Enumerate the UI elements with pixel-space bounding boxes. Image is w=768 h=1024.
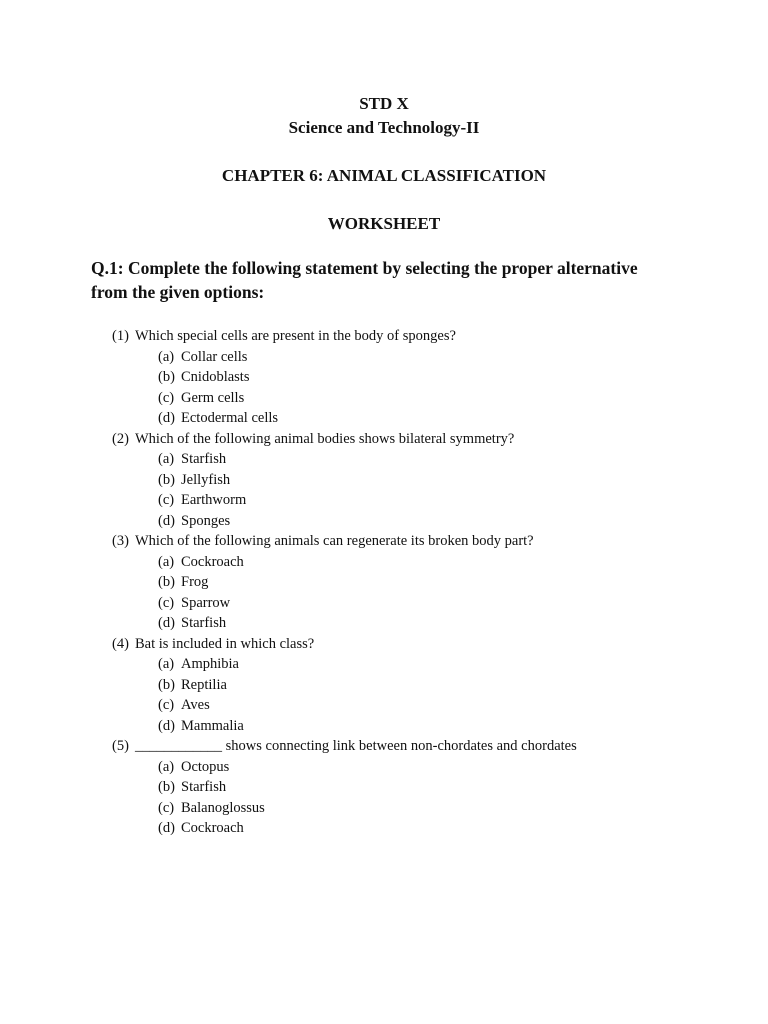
- question-1: [112, 326, 732, 429]
- question-number: (2): [112, 430, 129, 447]
- option-b: [112, 470, 732, 491]
- option-letter: (c): [158, 594, 175, 611]
- subject-title: Science and Technology-II: [288, 118, 480, 137]
- option-list: [112, 347, 732, 429]
- worksheet-title: WORKSHEET: [327, 214, 441, 233]
- question-number: (5): [112, 738, 129, 754]
- question-prompt: Which of the following animals can regenerate its broken body part?: [135, 533, 534, 549]
- option-letter: (a): [158, 553, 175, 570]
- option-letter: (d): [158, 615, 175, 631]
- option-a: [112, 347, 732, 368]
- question-2: [112, 429, 732, 532]
- question-text: [112, 634, 732, 655]
- option-d: [112, 511, 732, 532]
- question-3: [112, 531, 732, 634]
- option-c: [112, 593, 732, 614]
- question-5: [112, 736, 732, 839]
- question-number: (3): [112, 533, 129, 549]
- option-a: [112, 757, 732, 778]
- option-text: Octopus: [181, 758, 230, 775]
- chapter-title: CHAPTER 6: ANIMAL CLASSIFICATION: [221, 166, 547, 185]
- option-letter: (c): [158, 697, 175, 713]
- question-text: [112, 429, 732, 450]
- option-text: Ectodermal cells: [181, 410, 279, 426]
- question-list: [112, 326, 732, 839]
- option-d: [112, 716, 732, 737]
- option-a: [112, 552, 732, 573]
- option-d: [112, 613, 732, 634]
- question-prompt: Which of the following animal bodies shows bilateral symmetry?: [135, 430, 515, 447]
- section-heading: [91, 256, 691, 304]
- option-letter: (c): [158, 389, 175, 406]
- option-letter: (d): [158, 410, 175, 426]
- option-list: [112, 654, 732, 736]
- option-list: [112, 449, 732, 531]
- option-c: [112, 695, 732, 716]
- option-letter: (b): [158, 369, 175, 385]
- option-text: Starfish: [181, 451, 227, 467]
- option-text: Reptilia: [181, 676, 227, 693]
- option-letter: (c): [158, 492, 175, 508]
- option-b: [112, 675, 732, 696]
- question-4: [112, 634, 732, 737]
- option-text: Jellyfish: [181, 471, 231, 488]
- option-letter: (b): [158, 471, 175, 488]
- question-number: (4): [112, 635, 129, 652]
- option-text: Sponges: [181, 512, 231, 529]
- option-b: [112, 367, 732, 388]
- option-letter: (c): [158, 799, 175, 816]
- option-text: Germ cells: [181, 389, 245, 406]
- option-text: Cockroach: [181, 820, 244, 836]
- option-letter: (a): [158, 451, 175, 467]
- section-heading-line-1: Q.1: Complete the following statement by selecting the proper alternative: [91, 258, 638, 278]
- option-a: [112, 449, 732, 470]
- question-prompt: Bat is included in which class?: [135, 635, 315, 652]
- option-text: Mammalia: [181, 717, 244, 734]
- option-c: [112, 388, 732, 409]
- option-letter: (d): [158, 512, 175, 529]
- option-text: Earthworm: [181, 492, 247, 508]
- option-text: Frog: [181, 574, 209, 590]
- option-letter: (d): [158, 717, 175, 734]
- question-text: [112, 531, 732, 552]
- option-list: [112, 552, 732, 634]
- option-letter: (a): [158, 758, 175, 775]
- option-b: [112, 572, 732, 593]
- option-letter: (a): [158, 656, 175, 672]
- option-a: [112, 654, 732, 675]
- option-text: Sparrow: [181, 594, 231, 611]
- option-letter: (a): [158, 348, 175, 365]
- question-prompt: ____________ shows connecting link between non-chordates and chordates: [135, 738, 577, 754]
- option-text: Cockroach: [181, 553, 244, 570]
- option-d: [112, 818, 732, 839]
- question-number: (1): [112, 328, 129, 344]
- class-title: STD X: [359, 94, 409, 113]
- option-text: Starfish: [181, 779, 227, 795]
- option-text: Collar cells: [181, 348, 248, 365]
- option-letter: (b): [158, 574, 175, 590]
- option-d: [112, 408, 732, 429]
- option-text: Balanoglossus: [181, 799, 265, 816]
- option-c: [112, 798, 732, 819]
- option-letter: (b): [158, 676, 175, 693]
- question-text: [112, 326, 732, 347]
- option-letter: (d): [158, 820, 175, 836]
- question-prompt: Which special cells are present in the body of sponges?: [135, 328, 456, 344]
- option-text: Cnidoblasts: [181, 369, 250, 385]
- option-letter: (b): [158, 779, 175, 795]
- option-b: [112, 777, 732, 798]
- option-text: Amphibia: [181, 656, 239, 672]
- option-list: [112, 757, 732, 839]
- option-text: Starfish: [181, 615, 227, 631]
- question-text: [112, 736, 732, 757]
- option-text: Aves: [181, 697, 210, 713]
- option-c: [112, 490, 732, 511]
- section-heading-line-2: from the given options:: [91, 282, 265, 302]
